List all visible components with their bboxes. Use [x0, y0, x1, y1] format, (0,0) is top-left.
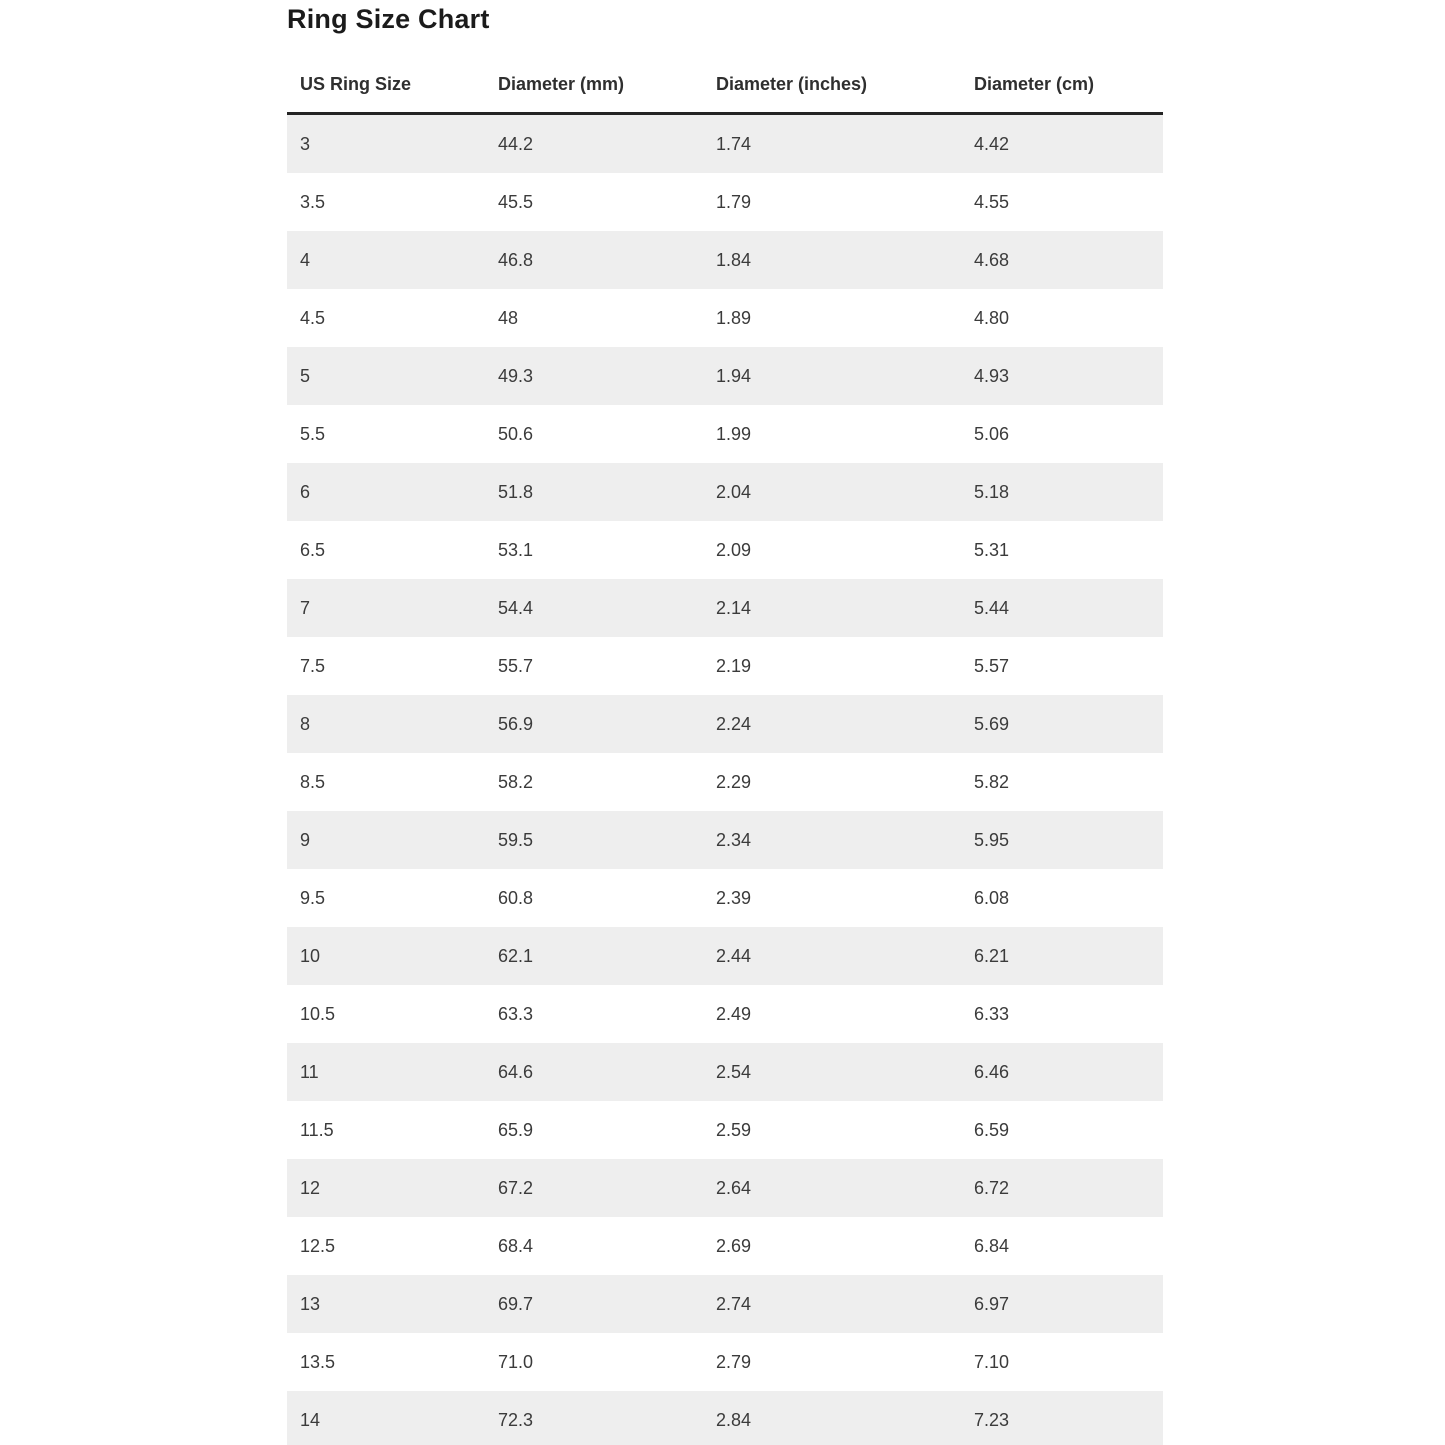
table-cell: 5: [300, 366, 311, 386]
table-cell: 2.84: [716, 1410, 752, 1430]
column-header-diameter-cm: Diameter (cm): [961, 73, 1163, 114]
table-cell: 4.42: [974, 134, 1010, 154]
table-cell: 56.9: [498, 714, 534, 734]
table-row: [287, 1101, 1163, 1159]
table-cell: 50.6: [498, 424, 534, 444]
table-cell: 45.5: [498, 192, 534, 212]
table-cell: 5.69: [974, 714, 1010, 734]
table-cell: 59.5: [498, 830, 534, 850]
column-header-us-ring-size: US Ring Size: [287, 73, 485, 114]
table-cell: 12: [300, 1178, 321, 1198]
table-cell: 68.4: [498, 1236, 534, 1256]
table-cell: 2.24: [716, 714, 752, 734]
table-cell: 5.95: [974, 830, 1010, 850]
table-cell: 69.7: [498, 1294, 534, 1314]
table-header-row: [287, 73, 1163, 114]
table-cell: 58.2: [498, 772, 534, 792]
table-cell: 1.89: [716, 308, 752, 328]
column-header-diameter-mm: Diameter (mm): [485, 73, 703, 114]
table-cell: 6.84: [974, 1236, 1010, 1256]
table-cell: 5.57: [974, 656, 1010, 676]
table-cell: 9.5: [300, 888, 326, 908]
table-cell: 2.34: [716, 830, 752, 850]
table-cell: 8: [300, 714, 311, 734]
table-cell: 5.82: [974, 772, 1010, 792]
table-cell: 8.5: [300, 772, 326, 792]
table-row: [287, 521, 1163, 579]
table-cell: 2.79: [716, 1352, 752, 1372]
table-cell: 13.5: [300, 1352, 336, 1372]
table-cell: 6.5: [300, 540, 326, 560]
table-row: [287, 811, 1163, 869]
table-cell: 2.29: [716, 772, 752, 792]
table-cell: 2.39: [716, 888, 752, 908]
table-cell: 6: [300, 482, 311, 502]
table-row: [287, 1391, 1163, 1445]
table-cell: 1.84: [716, 250, 752, 270]
table-cell: 44.2: [498, 134, 534, 154]
table-cell: 6.21: [974, 946, 1010, 966]
table-row: [287, 695, 1163, 753]
table-cell: 4.80: [974, 308, 1010, 328]
table-cell: 9: [300, 830, 311, 850]
table-row: [287, 1217, 1163, 1275]
ring-size-table: [287, 73, 1163, 1445]
table-cell: 7.23: [974, 1410, 1010, 1430]
table-row: [287, 347, 1163, 405]
table-cell: 2.59: [716, 1120, 752, 1140]
table-cell: 65.9: [498, 1120, 534, 1140]
table-row: [287, 1043, 1163, 1101]
table-cell: 5.5: [300, 424, 326, 444]
table-row: [287, 463, 1163, 521]
table-cell: 6.59: [974, 1120, 1010, 1140]
table-cell: 3: [300, 134, 311, 154]
ring-size-chart-section: [287, 3, 1163, 1445]
table-cell: 5.06: [974, 424, 1010, 444]
table-cell: 71.0: [498, 1352, 534, 1372]
table-cell: 63.3: [498, 1004, 534, 1024]
table-cell: 5.44: [974, 598, 1010, 618]
table-cell: 5.31: [974, 540, 1010, 560]
table-cell: 51.8: [498, 482, 534, 502]
table-cell: 2.49: [716, 1004, 752, 1024]
table-cell: 4.5: [300, 308, 326, 328]
table-row: [287, 1275, 1163, 1333]
table-cell: 13: [300, 1294, 321, 1314]
table-cell: 3.5: [300, 192, 326, 212]
table-cell: 7.10: [974, 1352, 1010, 1372]
table-cell: 2.54: [716, 1062, 752, 1082]
table-cell: 1.94: [716, 366, 752, 386]
table-cell: 11: [300, 1062, 319, 1082]
page-title: Ring Size Chart: [287, 4, 490, 34]
column-header-diameter-inches: Diameter (inches): [703, 73, 961, 114]
table-cell: 2.44: [716, 946, 752, 966]
table-body: [287, 114, 1163, 1445]
table-row: [287, 1159, 1163, 1217]
table-cell: 4.93: [974, 366, 1010, 386]
table-cell: 4: [300, 250, 311, 270]
table-cell: 6.08: [974, 888, 1010, 908]
table-cell: 64.6: [498, 1062, 534, 1082]
table-row: [287, 289, 1163, 347]
table-cell: 2.69: [716, 1236, 752, 1256]
table-cell: 60.8: [498, 888, 534, 908]
table-cell: 14: [300, 1410, 321, 1430]
table-cell: 54.4: [498, 598, 534, 618]
table-row: [287, 1333, 1163, 1391]
table-row: [287, 231, 1163, 289]
table-cell: 6.46: [974, 1062, 1010, 1082]
table-row: [287, 985, 1163, 1043]
table-row: [287, 637, 1163, 695]
table-cell: 55.7: [498, 656, 534, 676]
table-cell: 62.1: [498, 946, 534, 966]
table-cell: 12.5: [300, 1236, 336, 1256]
table-row: [287, 173, 1163, 231]
table-row: [287, 869, 1163, 927]
table-row: [287, 579, 1163, 637]
table-cell: 6.33: [974, 1004, 1010, 1024]
table-cell: 1.99: [716, 424, 752, 444]
table-cell: 2.19: [716, 656, 752, 676]
table-cell: 4.55: [974, 192, 1010, 212]
table-cell: 10.5: [300, 1004, 336, 1024]
table-cell: 2.14: [716, 598, 752, 618]
table-cell: 11.5: [300, 1120, 334, 1140]
table-row: [287, 114, 1163, 174]
table-cell: 46.8: [498, 250, 534, 270]
table-cell: 6.72: [974, 1178, 1010, 1198]
table-cell: 1.79: [716, 192, 752, 212]
table-cell: 2.64: [716, 1178, 752, 1198]
table-row: [287, 405, 1163, 463]
table-cell: 5.18: [974, 482, 1010, 502]
table-header: [287, 73, 1163, 114]
table-cell: 67.2: [498, 1178, 534, 1198]
table-cell: 72.3: [498, 1410, 534, 1430]
table-row: [287, 753, 1163, 811]
table-cell: 48: [498, 308, 519, 328]
table-cell: 2.04: [716, 482, 752, 502]
table-cell: 7: [300, 598, 311, 618]
table-cell: 10: [300, 946, 321, 966]
table-row: [287, 927, 1163, 985]
table-cell: 2.74: [716, 1294, 752, 1314]
table-cell: 49.3: [498, 366, 534, 386]
table-cell: 2.09: [716, 540, 752, 560]
table-cell: 53.1: [498, 540, 534, 560]
table-cell: 7.5: [300, 656, 326, 676]
table-cell: 1.74: [716, 134, 752, 154]
table-cell: 4.68: [974, 250, 1010, 270]
table-cell: 6.97: [974, 1294, 1010, 1314]
